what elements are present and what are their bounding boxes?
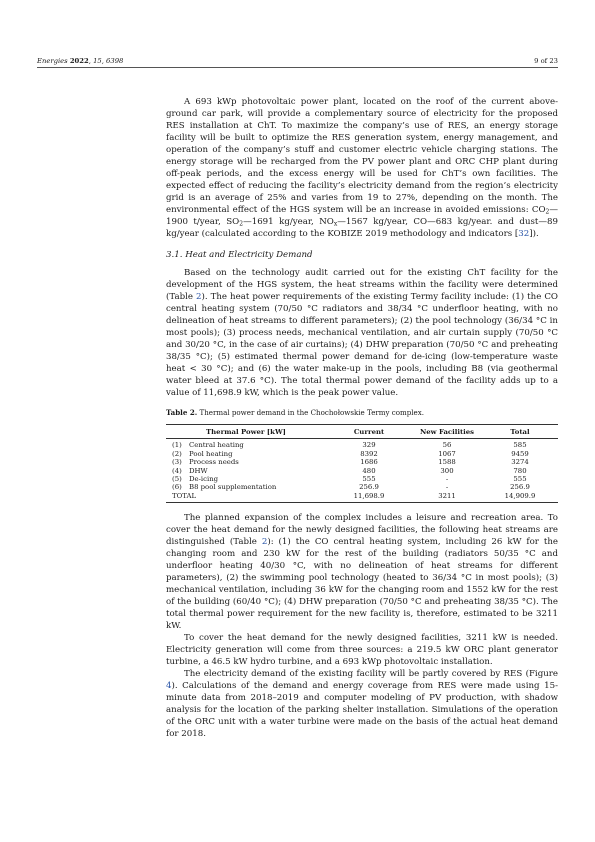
row-label bbox=[166, 475, 326, 483]
figure-reference-link[interactable]: 4 bbox=[166, 681, 172, 692]
row-number: (4) bbox=[172, 466, 182, 475]
table-label: Table 2. bbox=[166, 408, 198, 417]
text-run: —1691 kg/year, NO bbox=[243, 217, 334, 227]
reference-link[interactable]: 32 bbox=[518, 229, 530, 239]
row-name: B8 pool supplementation bbox=[189, 483, 277, 492]
paragraph-electricity-demand bbox=[166, 668, 558, 740]
row-name: TOTAL bbox=[172, 491, 197, 500]
cell-total: 555 bbox=[513, 475, 527, 484]
paragraph-expansion bbox=[166, 512, 558, 632]
row-label bbox=[166, 492, 326, 503]
table-row bbox=[166, 483, 558, 491]
table-row bbox=[166, 438, 558, 449]
row-name: DHW bbox=[189, 466, 208, 475]
row-name: Pool heating bbox=[189, 449, 233, 458]
subscript: x bbox=[333, 220, 338, 228]
row-name: De-icing bbox=[189, 475, 219, 484]
table-row bbox=[166, 450, 558, 458]
row-number: (5) bbox=[172, 475, 182, 484]
column-header: Thermal Power [kW] bbox=[166, 425, 326, 439]
row-label bbox=[166, 483, 326, 491]
text-run: The planned expansion of the complex includes a leisure and recreation area. To cover the heat demand for the newly designed facilities, the following heat streams are distinguished (Table bbox=[166, 513, 558, 548]
text-run: ): (1) the CO central heating system, including 26 kW for the changing room and 230 kW for the rest of the building (radiators 50/35 °C and underfloor heating 40/30 °C, with no delineation of heat streams for different parameters), (2) the swimming pool technology (heated to 36/34 °C in most pools); (3) mechanical ventilation, including 36 kW for the changing room and 1552 kW for the rest of the building (60/40 °C); (4) DHW preparation (70/50 °C and preheating 38/35 °C). The total thermal power requirement for the new facility is, therefore, estimated to be 3211 kW. bbox=[166, 537, 558, 632]
row-number: (6) bbox=[172, 483, 182, 492]
cell-current: 555 bbox=[362, 475, 376, 484]
section-heading: 3.1. Heat and Electricity Demand bbox=[166, 250, 313, 260]
row-name: Central heating bbox=[189, 441, 244, 450]
row-name: Process needs bbox=[189, 458, 239, 467]
subscript: 2 bbox=[239, 220, 244, 228]
table-reference-link[interactable]: 2 bbox=[196, 292, 202, 302]
cell-total: 3274 bbox=[511, 458, 529, 467]
cell-current: 256.9 bbox=[359, 483, 379, 492]
table-caption-text: Thermal power demand in the Chochołowskie Termy complex. bbox=[197, 408, 425, 417]
cell-current: 329 bbox=[362, 441, 376, 450]
header-rule bbox=[37, 67, 558, 68]
cell-total: 256.9 bbox=[510, 483, 530, 492]
journal-name: Energies bbox=[37, 57, 68, 65]
row-number: (3) bbox=[172, 458, 182, 467]
row-label bbox=[166, 458, 326, 466]
cell-new: 300 bbox=[440, 466, 454, 475]
thermal-power-table bbox=[166, 424, 558, 503]
cell-total: 14,909.9 bbox=[482, 492, 558, 503]
cell-new: 1067 bbox=[438, 449, 456, 458]
cell-total: 780 bbox=[513, 466, 527, 475]
running-header bbox=[37, 56, 558, 66]
paragraph-pv-plant bbox=[166, 96, 558, 240]
journal-citation bbox=[37, 56, 123, 66]
cell-current: 1686 bbox=[360, 458, 378, 467]
text-run: ). Calculations of the demand and energy coverage from RES were made using 15-minute data from 2018–2019 and computer modeling of PV production, with shadow analysis for the location of the parking shelter installation. Simulations of the operation of the ORC unit with a water turbine were made on the basis of the actual heat demand for 2018. bbox=[166, 681, 558, 740]
cell-total: 585 bbox=[513, 441, 527, 450]
journal-year: 2022 bbox=[69, 57, 89, 65]
text-run: ]). bbox=[529, 229, 539, 239]
table-row bbox=[166, 475, 558, 483]
row-number: (1) bbox=[172, 441, 182, 450]
row-label bbox=[166, 450, 326, 458]
paragraph-heat-streams bbox=[166, 267, 558, 399]
row-label bbox=[166, 467, 326, 475]
cell-current: 11,698.9 bbox=[326, 492, 412, 503]
table-total-row bbox=[166, 492, 558, 503]
text-run: The electricity demand of the existing facility will be partly covered by RES (Figure bbox=[184, 669, 558, 680]
paragraph-electricity-sources: To cover the heat demand for the newly designed facilities, 3211 kW is needed. Electricity generation will come from three sources: a 219.5 kW ORC plant generator turbine, a 46.5 kW hydro turbine, and a 693 kWp photovoltaic installation. bbox=[166, 633, 558, 668]
cell-current: 8392 bbox=[360, 449, 378, 458]
cell-total: 9459 bbox=[511, 449, 529, 458]
column-header: Current bbox=[326, 425, 412, 439]
row-number: (2) bbox=[172, 449, 182, 458]
column-header: Total bbox=[482, 425, 558, 439]
column-header: New Facilities bbox=[412, 425, 482, 439]
table-row bbox=[166, 467, 558, 475]
text-run: —1567 kg/year, CO—683 kg/year. and dust—89 kg/year (calculated according to the KOBIZE 2019 methodology and indicators [ bbox=[166, 217, 558, 239]
row-label bbox=[166, 438, 326, 449]
article-body bbox=[166, 96, 558, 740]
cell-new: 1588 bbox=[438, 458, 456, 467]
cell-new: 3211 bbox=[412, 492, 482, 503]
page-number: 9 of 23 bbox=[534, 57, 558, 65]
cell-new: - bbox=[445, 483, 449, 492]
table-caption bbox=[166, 408, 558, 418]
text-run: ). The heat power requirements of the existing Termy facility include: (1) the CO central heating system (70/50 °C radiators and 38/34 °C underfloor heating, with no delineation of heat streams to different parameters); (2) the pool technology (36/34 °C in most pools); (3) process needs, mechanical ventilation, and air curtain supply (70/50 °C and 30/20 °C, in the case of air curtains); (4) DHW preparation (70/50 °C and preheating 38/35 °C); (5) estimated thermal power demand for de-icing (low-temperature waste heat < 30 °C); and (6) the water make-up in the pools, including B8 (via geothermal water bleed at 37.6 °C). The total thermal power demand of the facility adds up to a value of 11,698.9 kW, which is the peak power value. bbox=[166, 292, 559, 398]
text-run: A 693 kWp photovoltaic power plant, located on the roof of the current above-ground car park, will provide a complementary source of electricity for the proposed RES installation at ChT. To maximize the company’s use of RES, an energy storage facility will be built to optimize the RES generation system, energy management, and operation of the company’s stuff and customer electric vehicle charging stations. The energy storage will be recharged from the PV power plant and ORC CHP plant during off-peak periods, and the excess energy will be used for ChT’s own facilities. The expected effect of reducing the facility’s electricity demand from the region’s electricity grid is an average of 25% and varies from 19 to 27%, depending on the month. The environmental effect of the HGS system will be an increase in avoided emissions: CO bbox=[166, 97, 558, 215]
cell-new: - bbox=[445, 475, 449, 484]
cell-current: 480 bbox=[362, 466, 376, 475]
text-run: —1900 t/year, SO bbox=[166, 205, 558, 227]
journal-volume: , 15, 6398 bbox=[88, 57, 124, 65]
subscript: 2 bbox=[545, 208, 550, 216]
table-reference-link[interactable]: 2 bbox=[261, 537, 268, 548]
cell-new: 56 bbox=[442, 441, 452, 450]
table-header-row bbox=[166, 425, 558, 439]
text-run: Based on the technology audit carried out for the existing ChT facility for the development of the HGS system, the heat streams within the facility were determined (Table bbox=[166, 268, 558, 302]
table-row bbox=[166, 458, 558, 466]
